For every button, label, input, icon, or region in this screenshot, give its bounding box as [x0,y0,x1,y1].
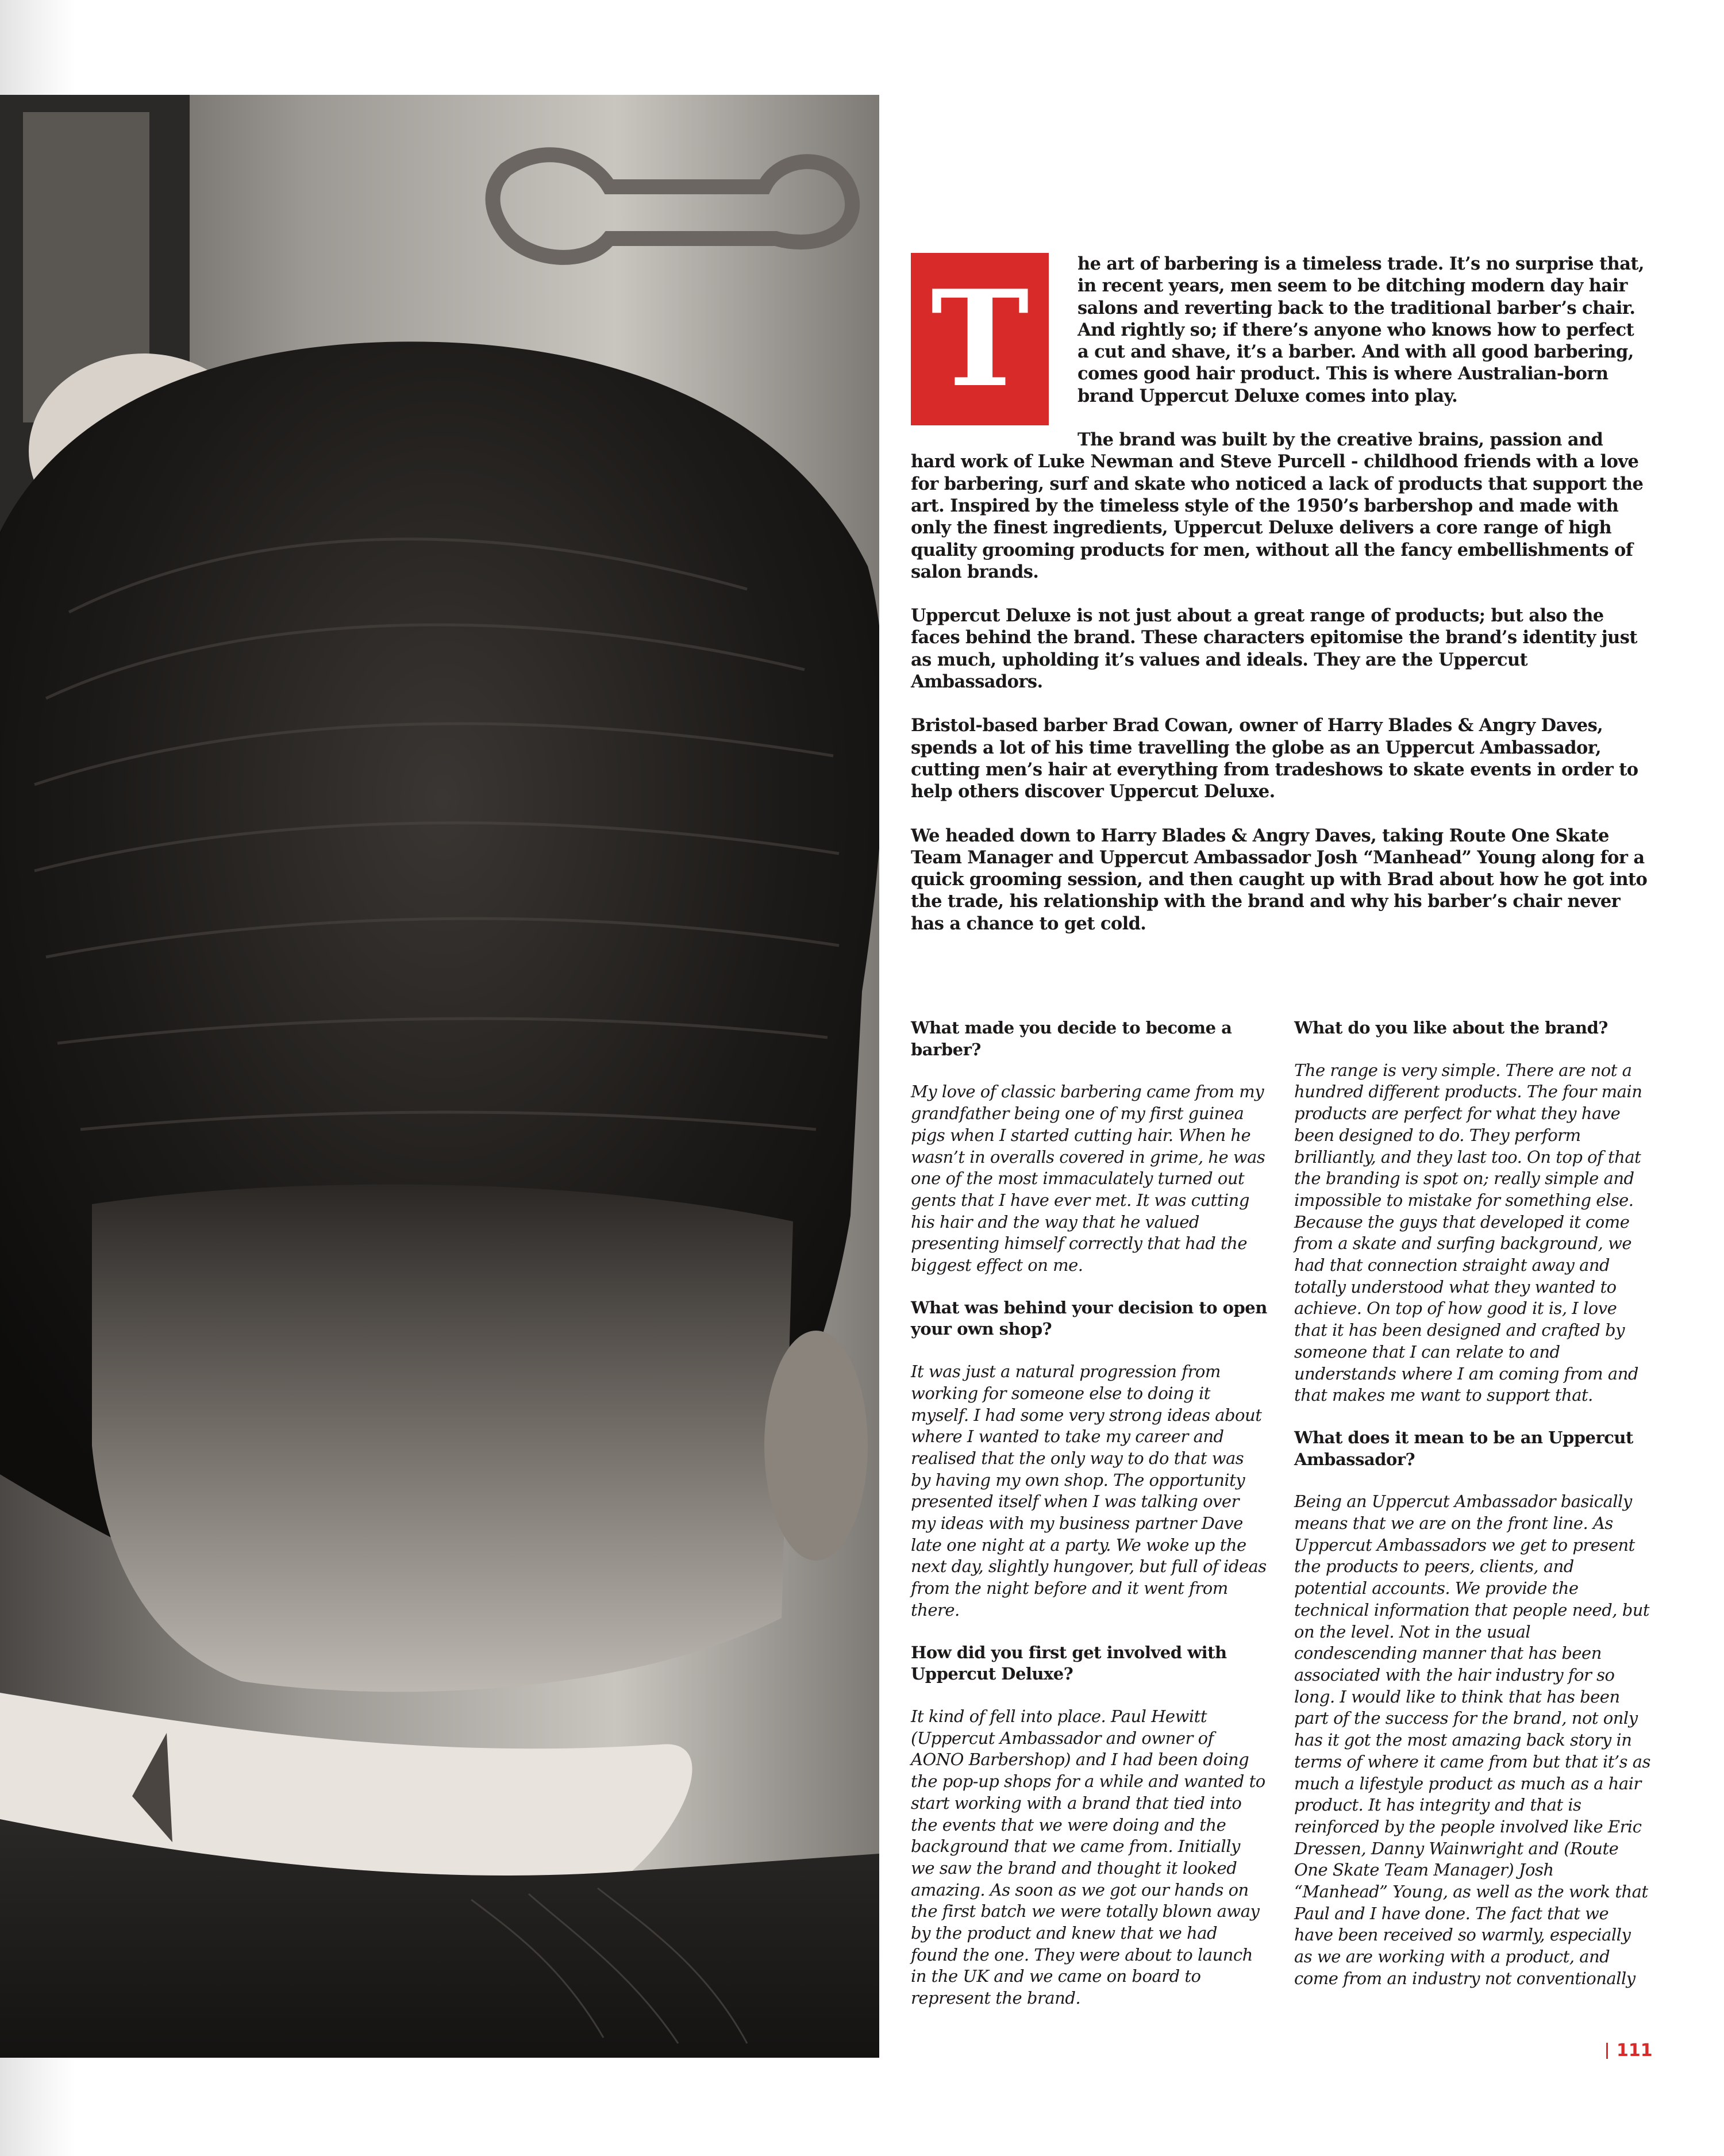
intro-paragraph-4: Bristol-based barber Brad Cowan, owner of Harry Blades & Angry Daves, spends a lot of his time travelling the globe as an Uppercut Ambassador, cutting men’s hair at everything from tradeshows to skate events in order to help others discover Uppercut Deluxe. [911,715,1638,802]
interview-answer: It was just a natural progression from working for someone else to doing it myself. I had some very strong ideas about where I wanted to take my career and realised that the only way to do that was by having my own shop. The opportunity presented itself when I was talking over my ideas with my business partner Dave late one night at a party. We woke up the next day, slightly hungover, but full of ideas from the night before and it went from there. [911,1362,1267,1620]
intro-paragraph-3: Uppercut Deluxe is not just about a great range of products; but also the faces behind the brand. These characters epitomise the brand’s identity just as much, upholding it’s values and ideals. They are the Uppercut Ambassadors. [911,605,1637,693]
drop-cap [911,253,1049,425]
intro-paragraph-2: The brand was built by the creative brains, passion and hard work of Luke Newman and Steve Purcell - childhood friends with a love for barbering, surf and skate who noticed a lack of products that support the art. Inspired by the timeless style of the 1950’s barbershop and made with only the finest ingredients, Uppercut Deluxe delivers a core range of high quality grooming products for men, without all the fancy embellishments of salon brands. [911,429,1644,582]
interview-question: What do you like about the brand? [1294,1018,1608,1037]
interview-question: What made you decide to become a barber? [911,1018,1232,1059]
interview-answer: It kind of fell into place. Paul Hewitt (Uppercut Ambassador and owner of AONO Barbershop) and I had been doing the pop-up shops for a while and wanted to start working with a brand that tied into the events that we were doing and the background that we came from. Initially we saw the brand and thought it looked amazing. As soon as we got our hands on the first batch we were totally blown away by the product and knew that we had found the one. They were about to launch in the UK and we came on board to represent the brand. [911,1706,1265,2008]
interview-question: How did you first get involved with Uppercut Deluxe? [911,1642,1227,1684]
interview-column-left [911,1017,1267,2030]
interview-column-right [1294,1017,1650,2011]
drop-cap-letter: T [930,262,1029,417]
page-number-rule [1606,2043,1608,2059]
interview-question: What was behind your decision to open your own shop? [911,1297,1267,1339]
intro-paragraph-5: We headed down to Harry Blades & Angry Daves, taking Route One Skate Team Manager and Uppercut Ambassador Josh “Manhead” Young along for a quick grooming session, and then caught up with Brad about how he got into the trade, his relationship with the brand and why his barber’s chair never has a chance to get cold. [911,825,1648,934]
barber-haircut-photo [0,95,879,2058]
interview-question: What does it mean to be an Uppercut Ambassador? [1294,1427,1633,1469]
interview-answer: Being an Uppercut Ambassador basically means that we are on the front line. As Uppercut Ambassadors we get to present the products to peers, clients, and potential accounts. We provide the technical information that people need, but on the level. Not in the usual condescending manner that has been associated with the hair industry for so long. I would like to think that has been part of the success for the brand, not only has it got the most amazing back story in terms of where it came from but that it’s as much a lifestyle product as much as a hair product. It has integrity and that is reinforced by the people involved like Eric Dressen, Danny Wainwright and (Route One Skate Team Manager) Josh “Manhead” Young, as well as the work that Paul and I have done. The fact that we have been received so warmly, especially as we are working with a product, and come from an industry not conventionally [1294,1492,1650,1988]
intro-paragraph-1: he art of barbering is a timeless trade. It’s no surprise that, in recent years, men seem to be ditching modern day hair salons and reverting back to the traditional barber’s chair. And rightly so; if there’s anyone who knows how to perfect a cut and shave, it’s a barber. And with all good barbering, comes good hair product. This is where Australian-born brand Uppercut Deluxe comes into play. [1078,253,1644,406]
page-number-text: 111 [1617,2040,1653,2061]
interview-answer: The range is very simple. There are not a hundred different products. The four main products are perfect for what they have been designed to do. They perform brilliantly, and they last too. On top of that the branding is spot on; really simple and impossible to mistake for something else. Because the guys that developed it come from a skate and surfing background, we had that connection straight away and totally understood what they wanted to achieve. On top of how good it is, I love that it has been designed and crafted by someone that I can relate to and understands where I am coming from and that makes me want to support that. [1294,1060,1642,1405]
interview-answer: My love of classic barbering came from my grandfather being one of my first guinea pigs when I started cutting hair. When he wasn’t in overalls covered in grime, he was one of the most immaculately turned out gents that I have ever met. It was cutting his hair and the way that he valued presenting himself correctly that had the biggest effect on me. [911,1082,1265,1275]
intro-article [911,253,1649,956]
page-number [1606,2039,1652,2062]
